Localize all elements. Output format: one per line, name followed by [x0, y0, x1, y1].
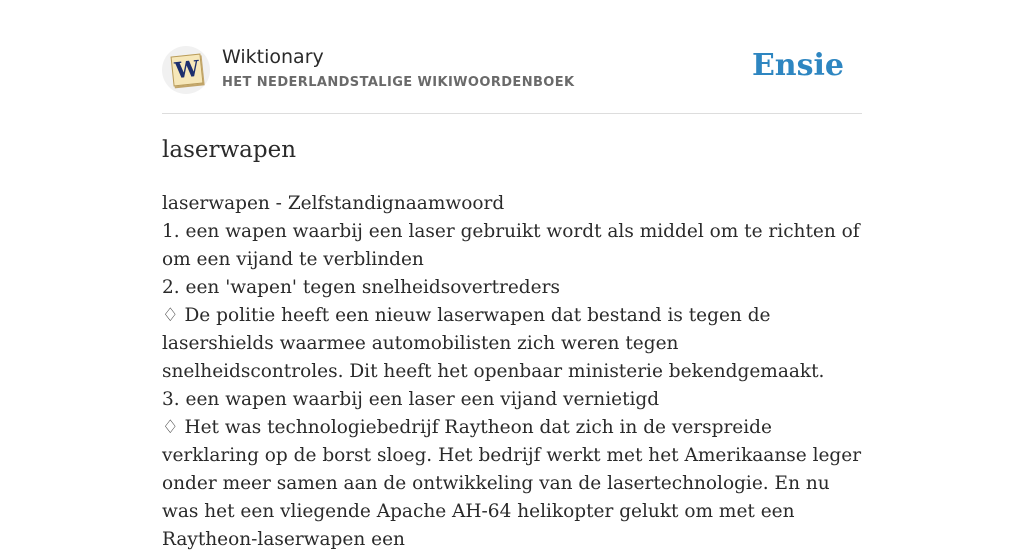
wiktionary-logo[interactable]: [162, 46, 210, 94]
ensie-brand-link[interactable]: Ensie: [751, 48, 844, 83]
header-divider: [162, 113, 862, 114]
entry-title: laserwapen: [162, 137, 297, 163]
entry-heading: laserwapen - Zelfstandignaamwoord: [162, 193, 505, 214]
site-tagline: HET NEDERLANDSTALIGE WIKIWOORDENBOEK: [222, 75, 575, 90]
example-2: ♢ De politie heeft een nieuw laserwapen dat bestand is tegen de lasershields waarmee automobilisten zich weren tegen snelheidscontroles. Dit heeft het openbaar ministerie bekendgemaakt.: [162, 305, 825, 382]
site-name[interactable]: Wiktionary: [222, 46, 324, 68]
site-header: [162, 44, 862, 96]
definition-1: 1. een wapen waarbij een laser gebruikt wordt als middel om te richten of om een vijand te verblinden: [162, 221, 860, 270]
logo-tile: [171, 54, 204, 87]
entry-definition: [162, 190, 862, 554]
definition-3: 3. een wapen waarbij een laser een vijand vernietigd: [162, 389, 660, 410]
example-3: ♢ Het was technologiebedrijf Raytheon dat zich in de verspreide verklaring op de borst sloeg. Het bedrijf werkt met het Amerikaanse leger onder meer samen aan de ontwikkeling van de lasertechnologie. En nu was het een vliegende Apache AH-64 helikopter gelukt om met een Raytheon-laserwapen een: [162, 417, 862, 550]
definition-2: 2. een 'wapen' tegen snelheidsovertreders: [162, 277, 560, 298]
logo-letter: W: [173, 55, 201, 85]
